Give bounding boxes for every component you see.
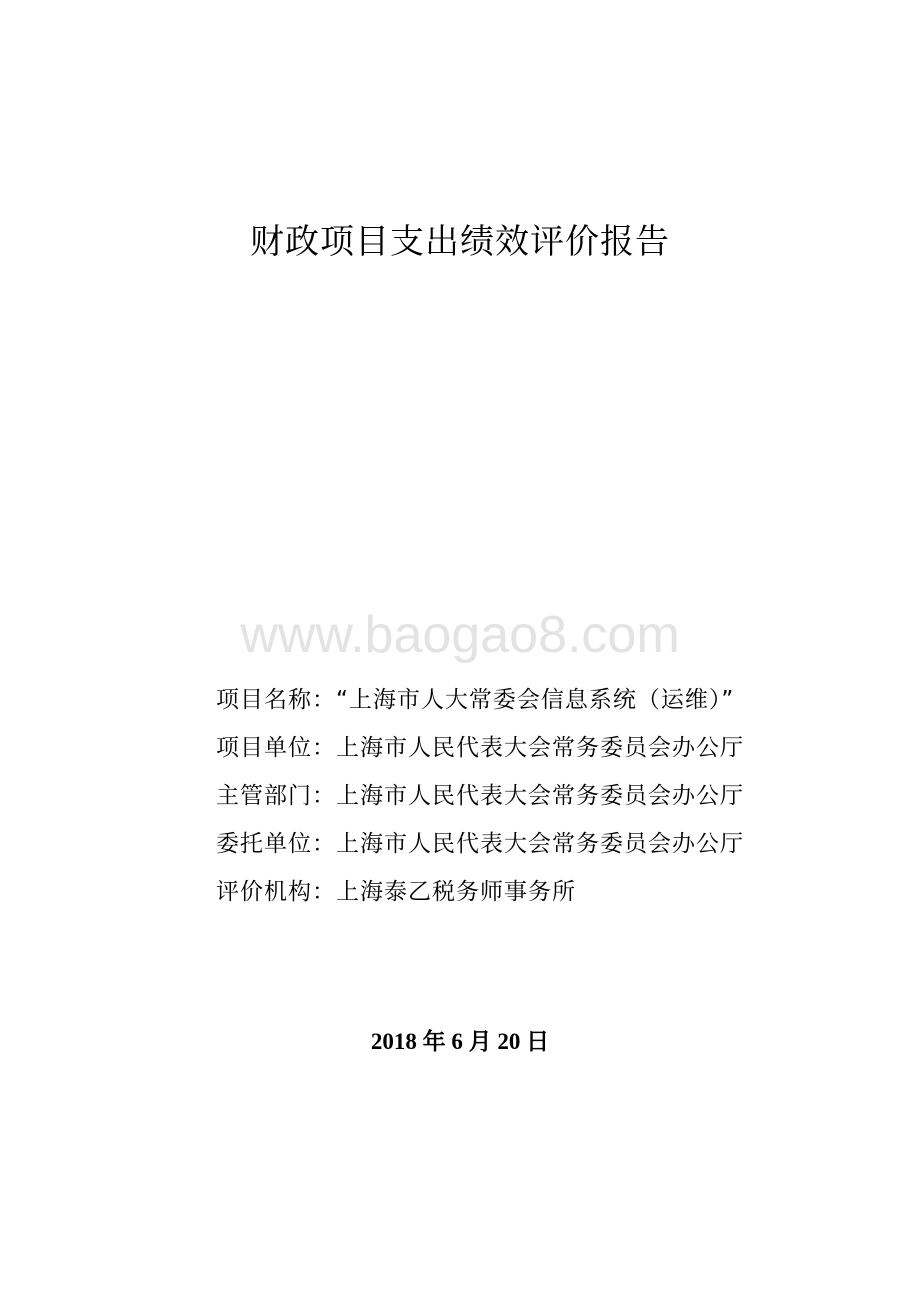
evaluation-agency-row bbox=[216, 868, 856, 916]
report-date: 2018 年 6 月 20 日 bbox=[370, 1029, 550, 1054]
evaluation-agency-value: 上海泰乙税务师事务所 bbox=[336, 879, 576, 905]
supervising-dept-label: 主管部门： bbox=[216, 783, 336, 809]
project-info-block bbox=[216, 676, 856, 916]
project-name-value: “上海市人大常委会信息系统（运维）” bbox=[336, 687, 735, 713]
commissioning-unit-value: 上海市人民代表大会常务委员会办公厅 bbox=[336, 831, 744, 857]
project-unit-value: 上海市人民代表大会常务委员会办公厅 bbox=[336, 735, 744, 761]
report-title: 财政项目支出绩效评价报告 bbox=[250, 222, 670, 262]
watermark-text: www.baogao8.com bbox=[240, 606, 680, 664]
commissioning-unit-label: 委托单位： bbox=[216, 831, 336, 857]
project-name-label: 项目名称： bbox=[216, 687, 336, 713]
project-unit-label: 项目单位： bbox=[216, 735, 336, 761]
supervising-dept-row bbox=[216, 772, 856, 820]
supervising-dept-value: 上海市人民代表大会常务委员会办公厅 bbox=[336, 783, 744, 809]
commissioning-unit-row bbox=[216, 820, 856, 868]
project-unit-row bbox=[216, 724, 856, 772]
evaluation-agency-label: 评价机构： bbox=[216, 879, 336, 905]
project-name-row bbox=[216, 676, 856, 724]
